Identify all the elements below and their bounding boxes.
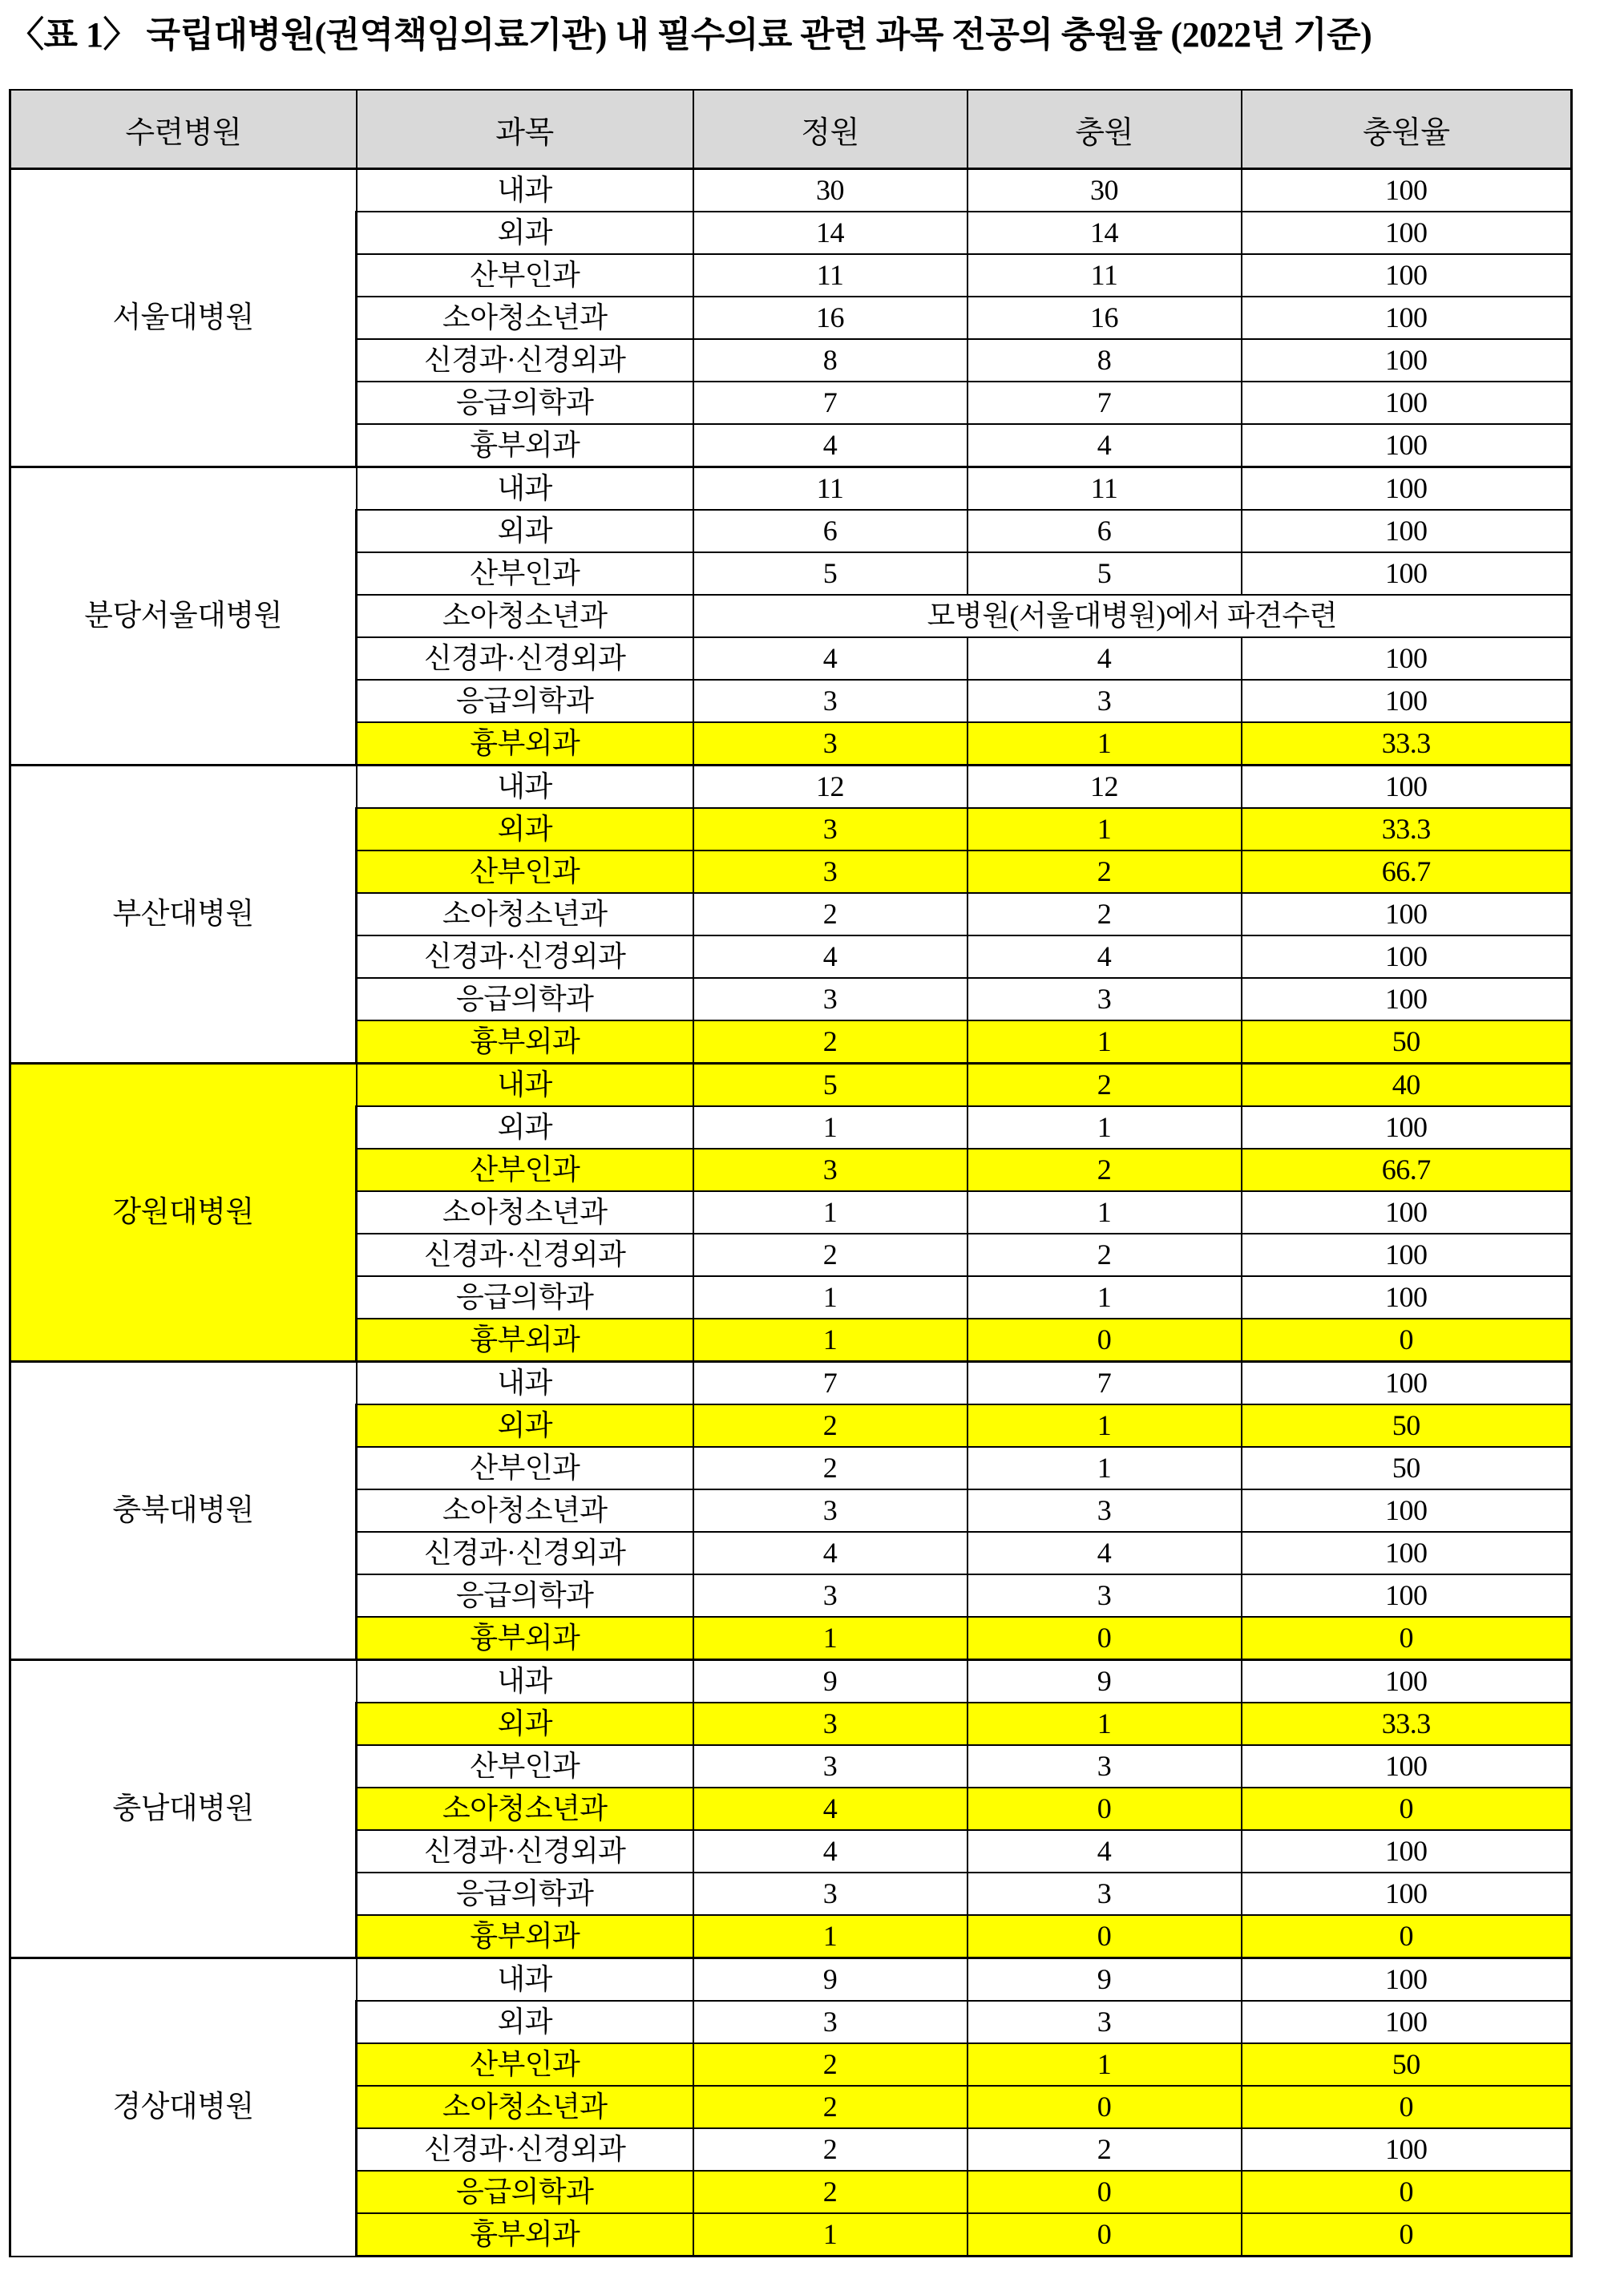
filled-cell: 2 <box>968 1064 1242 1107</box>
rate-cell: 100 <box>1242 637 1572 680</box>
subject-cell: 소아청소년과 <box>357 297 693 339</box>
filled-cell: 7 <box>968 382 1242 424</box>
quota-cell: 16 <box>693 297 968 339</box>
rate-cell: 50 <box>1242 1447 1572 1489</box>
rate-cell: 100 <box>1242 1234 1572 1276</box>
filled-cell: 1 <box>968 1703 1242 1745</box>
filled-cell: 1 <box>968 1191 1242 1234</box>
filled-cell: 0 <box>968 1788 1242 1830</box>
subject-cell: 소아청소년과 <box>357 1788 693 1830</box>
table-row <box>10 1064 1572 1107</box>
filled-cell: 30 <box>968 169 1242 212</box>
subject-cell: 흉부외과 <box>357 1915 693 1958</box>
filled-cell: 8 <box>968 339 1242 382</box>
filled-cell: 3 <box>968 978 1242 1020</box>
quota-cell: 1 <box>693 1106 968 1149</box>
table-caption: 〈표 1〉 국립대병원(권역책임의료기관) 내 필수의료 관련 과목 전공의 충원율 (2022년 기준) <box>9 15 1372 55</box>
resident-fill-rate-table <box>9 89 1573 2257</box>
rate-cell: 33.3 <box>1242 1703 1572 1745</box>
subject-cell: 흉부외과 <box>357 722 693 766</box>
quota-cell: 8 <box>693 339 968 382</box>
quota-cell: 4 <box>693 1830 968 1873</box>
rate-cell: 100 <box>1242 1489 1572 1532</box>
column-header-quota: 정원 <box>693 90 968 169</box>
subject-cell: 외과 <box>357 1703 693 1745</box>
rate-cell: 100 <box>1242 1873 1572 1915</box>
filled-cell: 0 <box>968 1617 1242 1660</box>
subject-cell: 내과 <box>357 467 693 511</box>
dispatch-training-note-cell: 모병원(서울대병원)에서 파견수련 <box>693 595 1572 637</box>
subject-cell: 흉부외과 <box>357 424 693 467</box>
quota-cell: 30 <box>693 169 968 212</box>
subject-cell: 흉부외과 <box>357 1319 693 1362</box>
rate-cell: 100 <box>1242 1191 1572 1234</box>
quota-cell: 7 <box>693 382 968 424</box>
rate-cell: 33.3 <box>1242 808 1572 851</box>
rate-cell: 100 <box>1242 766 1572 809</box>
table-row <box>10 1362 1572 1405</box>
rate-cell: 100 <box>1242 297 1572 339</box>
rate-cell: 40 <box>1242 1064 1572 1107</box>
quota-cell: 3 <box>693 680 968 722</box>
rate-cell: 100 <box>1242 467 1572 511</box>
subject-cell: 신경과·신경외과 <box>357 935 693 978</box>
quota-cell: 4 <box>693 1788 968 1830</box>
quota-cell: 1 <box>693 1915 968 1958</box>
hospital-name-cell: 강원대병원 <box>10 1064 357 1362</box>
table-container <box>9 89 1570 2257</box>
rate-cell: 0 <box>1242 1788 1572 1830</box>
filled-cell: 2 <box>968 1234 1242 1276</box>
rate-cell: 100 <box>1242 424 1572 467</box>
rate-cell: 100 <box>1242 2128 1572 2171</box>
rate-cell: 0 <box>1242 2213 1572 2257</box>
subject-cell: 내과 <box>357 766 693 809</box>
quota-cell: 2 <box>693 1020 968 1064</box>
rate-cell: 100 <box>1242 1830 1572 1873</box>
quota-cell: 9 <box>693 1660 968 1703</box>
quota-cell: 7 <box>693 1362 968 1405</box>
quota-cell: 3 <box>693 1703 968 1745</box>
subject-cell: 외과 <box>357 212 693 254</box>
filled-cell: 1 <box>968 808 1242 851</box>
quota-cell: 2 <box>693 2128 968 2171</box>
filled-cell: 11 <box>968 467 1242 511</box>
rate-cell: 100 <box>1242 169 1572 212</box>
quota-cell: 2 <box>693 2171 968 2213</box>
quota-cell: 1 <box>693 1319 968 1362</box>
filled-cell: 1 <box>968 1276 1242 1319</box>
rate-cell: 100 <box>1242 212 1572 254</box>
quota-cell: 2 <box>693 2086 968 2128</box>
filled-cell: 1 <box>968 722 1242 766</box>
subject-cell: 내과 <box>357 1362 693 1405</box>
table-header-row <box>10 90 1572 169</box>
hospital-name-cell: 충남대병원 <box>10 1660 357 1958</box>
rate-cell: 100 <box>1242 893 1572 935</box>
subject-cell: 산부인과 <box>357 851 693 893</box>
quota-cell: 5 <box>693 552 968 595</box>
filled-cell: 4 <box>968 424 1242 467</box>
quota-cell: 3 <box>693 808 968 851</box>
subject-cell: 내과 <box>357 1958 693 2002</box>
subject-cell: 산부인과 <box>357 1745 693 1788</box>
column-header-rate: 충원율 <box>1242 90 1572 169</box>
quota-cell: 1 <box>693 2213 968 2257</box>
quota-cell: 3 <box>693 2001 968 2043</box>
filled-cell: 1 <box>968 2043 1242 2086</box>
table-row <box>10 1660 1572 1703</box>
quota-cell: 4 <box>693 935 968 978</box>
quota-cell: 1 <box>693 1617 968 1660</box>
filled-cell: 4 <box>968 1532 1242 1574</box>
filled-cell: 1 <box>968 1447 1242 1489</box>
rate-cell: 100 <box>1242 1958 1572 2002</box>
quota-cell: 2 <box>693 2043 968 2086</box>
quota-cell: 5 <box>693 1064 968 1107</box>
rate-cell: 100 <box>1242 1745 1572 1788</box>
subject-cell: 응급의학과 <box>357 1276 693 1319</box>
hospital-name-cell: 분당서울대병원 <box>10 467 357 766</box>
subject-cell: 외과 <box>357 1106 693 1149</box>
table-row <box>10 1958 1572 2002</box>
filled-cell: 0 <box>968 2086 1242 2128</box>
quota-cell: 1 <box>693 1276 968 1319</box>
subject-cell: 외과 <box>357 510 693 552</box>
subject-cell: 신경과·신경외과 <box>357 1830 693 1873</box>
table-row <box>10 467 1572 511</box>
filled-cell: 11 <box>968 254 1242 297</box>
rate-cell: 0 <box>1242 1319 1572 1362</box>
filled-cell: 7 <box>968 1362 1242 1405</box>
quota-cell: 3 <box>693 851 968 893</box>
rate-cell: 0 <box>1242 1915 1572 1958</box>
rate-cell: 100 <box>1242 978 1572 1020</box>
subject-cell: 신경과·신경외과 <box>357 339 693 382</box>
quota-cell: 3 <box>693 978 968 1020</box>
rate-cell: 100 <box>1242 254 1572 297</box>
table-body <box>10 169 1572 2257</box>
table-row <box>10 766 1572 809</box>
subject-cell: 산부인과 <box>357 552 693 595</box>
rate-cell: 100 <box>1242 680 1572 722</box>
subject-cell: 내과 <box>357 1064 693 1107</box>
rate-cell: 0 <box>1242 2086 1572 2128</box>
subject-cell: 외과 <box>357 808 693 851</box>
filled-cell: 1 <box>968 1404 1242 1447</box>
filled-cell: 0 <box>968 2213 1242 2257</box>
subject-cell: 외과 <box>357 2001 693 2043</box>
filled-cell: 2 <box>968 893 1242 935</box>
filled-cell: 1 <box>968 1020 1242 1064</box>
filled-cell: 2 <box>968 2128 1242 2171</box>
hospital-name-cell: 충북대병원 <box>10 1362 357 1660</box>
filled-cell: 3 <box>968 1574 1242 1617</box>
rate-cell: 100 <box>1242 1362 1572 1405</box>
quota-cell: 4 <box>693 637 968 680</box>
rate-cell: 100 <box>1242 1276 1572 1319</box>
subject-cell: 응급의학과 <box>357 978 693 1020</box>
quota-cell: 3 <box>693 1149 968 1191</box>
rate-cell: 50 <box>1242 1020 1572 1064</box>
filled-cell: 0 <box>968 1319 1242 1362</box>
rate-cell: 100 <box>1242 2001 1572 2043</box>
subject-cell: 외과 <box>357 1404 693 1447</box>
table-row <box>10 169 1572 212</box>
subject-cell: 신경과·신경외과 <box>357 1532 693 1574</box>
filled-cell: 9 <box>968 1958 1242 2002</box>
filled-cell: 4 <box>968 637 1242 680</box>
subject-cell: 소아청소년과 <box>357 2086 693 2128</box>
subject-cell: 신경과·신경외과 <box>357 1234 693 1276</box>
rate-cell: 100 <box>1242 1532 1572 1574</box>
subject-cell: 응급의학과 <box>357 1574 693 1617</box>
quota-cell: 2 <box>693 1447 968 1489</box>
filled-cell: 3 <box>968 1873 1242 1915</box>
quota-cell: 3 <box>693 1873 968 1915</box>
subject-cell: 소아청소년과 <box>357 893 693 935</box>
rate-cell: 100 <box>1242 935 1572 978</box>
column-header-filled: 충원 <box>968 90 1242 169</box>
filled-cell: 3 <box>968 2001 1242 2043</box>
subject-cell: 산부인과 <box>357 1447 693 1489</box>
quota-cell: 3 <box>693 1489 968 1532</box>
quota-cell: 3 <box>693 1745 968 1788</box>
subject-cell: 응급의학과 <box>357 382 693 424</box>
quota-cell: 1 <box>693 1191 968 1234</box>
subject-cell: 소아청소년과 <box>357 1191 693 1234</box>
filled-cell: 2 <box>968 851 1242 893</box>
rate-cell: 100 <box>1242 1106 1572 1149</box>
quota-cell: 12 <box>693 766 968 809</box>
rate-cell: 50 <box>1242 2043 1572 2086</box>
rate-cell: 66.7 <box>1242 851 1572 893</box>
quota-cell: 11 <box>693 254 968 297</box>
subject-cell: 응급의학과 <box>357 680 693 722</box>
quota-cell: 2 <box>693 1404 968 1447</box>
quota-cell: 6 <box>693 510 968 552</box>
table-header <box>10 90 1572 169</box>
subject-cell: 흉부외과 <box>357 1020 693 1064</box>
hospital-name-cell: 서울대병원 <box>10 169 357 467</box>
quota-cell: 3 <box>693 1574 968 1617</box>
filled-cell: 3 <box>968 1489 1242 1532</box>
rate-cell: 100 <box>1242 339 1572 382</box>
rate-cell: 100 <box>1242 552 1572 595</box>
filled-cell: 12 <box>968 766 1242 809</box>
rate-cell: 100 <box>1242 382 1572 424</box>
quota-cell: 11 <box>693 467 968 511</box>
filled-cell: 6 <box>968 510 1242 552</box>
filled-cell: 14 <box>968 212 1242 254</box>
column-header-subject: 과목 <box>357 90 693 169</box>
subject-cell: 산부인과 <box>357 1149 693 1191</box>
rate-cell: 0 <box>1242 1617 1572 1660</box>
filled-cell: 0 <box>968 1915 1242 1958</box>
subject-cell: 신경과·신경외과 <box>357 637 693 680</box>
rate-cell: 100 <box>1242 1574 1572 1617</box>
subject-cell: 소아청소년과 <box>357 595 693 637</box>
rate-cell: 100 <box>1242 510 1572 552</box>
column-header-hospital: 수련병원 <box>10 90 357 169</box>
subject-cell: 응급의학과 <box>357 2171 693 2213</box>
filled-cell: 1 <box>968 1106 1242 1149</box>
subject-cell: 내과 <box>357 169 693 212</box>
filled-cell: 9 <box>968 1660 1242 1703</box>
subject-cell: 내과 <box>357 1660 693 1703</box>
subject-cell: 응급의학과 <box>357 1873 693 1915</box>
filled-cell: 3 <box>968 680 1242 722</box>
subject-cell: 소아청소년과 <box>357 1489 693 1532</box>
subject-cell: 신경과·신경외과 <box>357 2128 693 2171</box>
quota-cell: 9 <box>693 1958 968 2002</box>
quota-cell: 4 <box>693 1532 968 1574</box>
rate-cell: 100 <box>1242 1660 1572 1703</box>
subject-cell: 흉부외과 <box>357 2213 693 2257</box>
subject-cell: 산부인과 <box>357 254 693 297</box>
filled-cell: 0 <box>968 2171 1242 2213</box>
subject-cell: 산부인과 <box>357 2043 693 2086</box>
filled-cell: 3 <box>968 1745 1242 1788</box>
filled-cell: 2 <box>968 1149 1242 1191</box>
rate-cell: 33.3 <box>1242 722 1572 766</box>
quota-cell: 2 <box>693 1234 968 1276</box>
rate-cell: 50 <box>1242 1404 1572 1447</box>
rate-cell: 66.7 <box>1242 1149 1572 1191</box>
quota-cell: 14 <box>693 212 968 254</box>
subject-cell: 흉부외과 <box>357 1617 693 1660</box>
filled-cell: 5 <box>968 552 1242 595</box>
filled-cell: 4 <box>968 1830 1242 1873</box>
quota-cell: 3 <box>693 722 968 766</box>
filled-cell: 4 <box>968 935 1242 978</box>
rate-cell: 0 <box>1242 2171 1572 2213</box>
quota-cell: 2 <box>693 893 968 935</box>
hospital-name-cell: 경상대병원 <box>10 1958 357 2257</box>
filled-cell: 16 <box>968 297 1242 339</box>
hospital-name-cell: 부산대병원 <box>10 766 357 1064</box>
quota-cell: 4 <box>693 424 968 467</box>
